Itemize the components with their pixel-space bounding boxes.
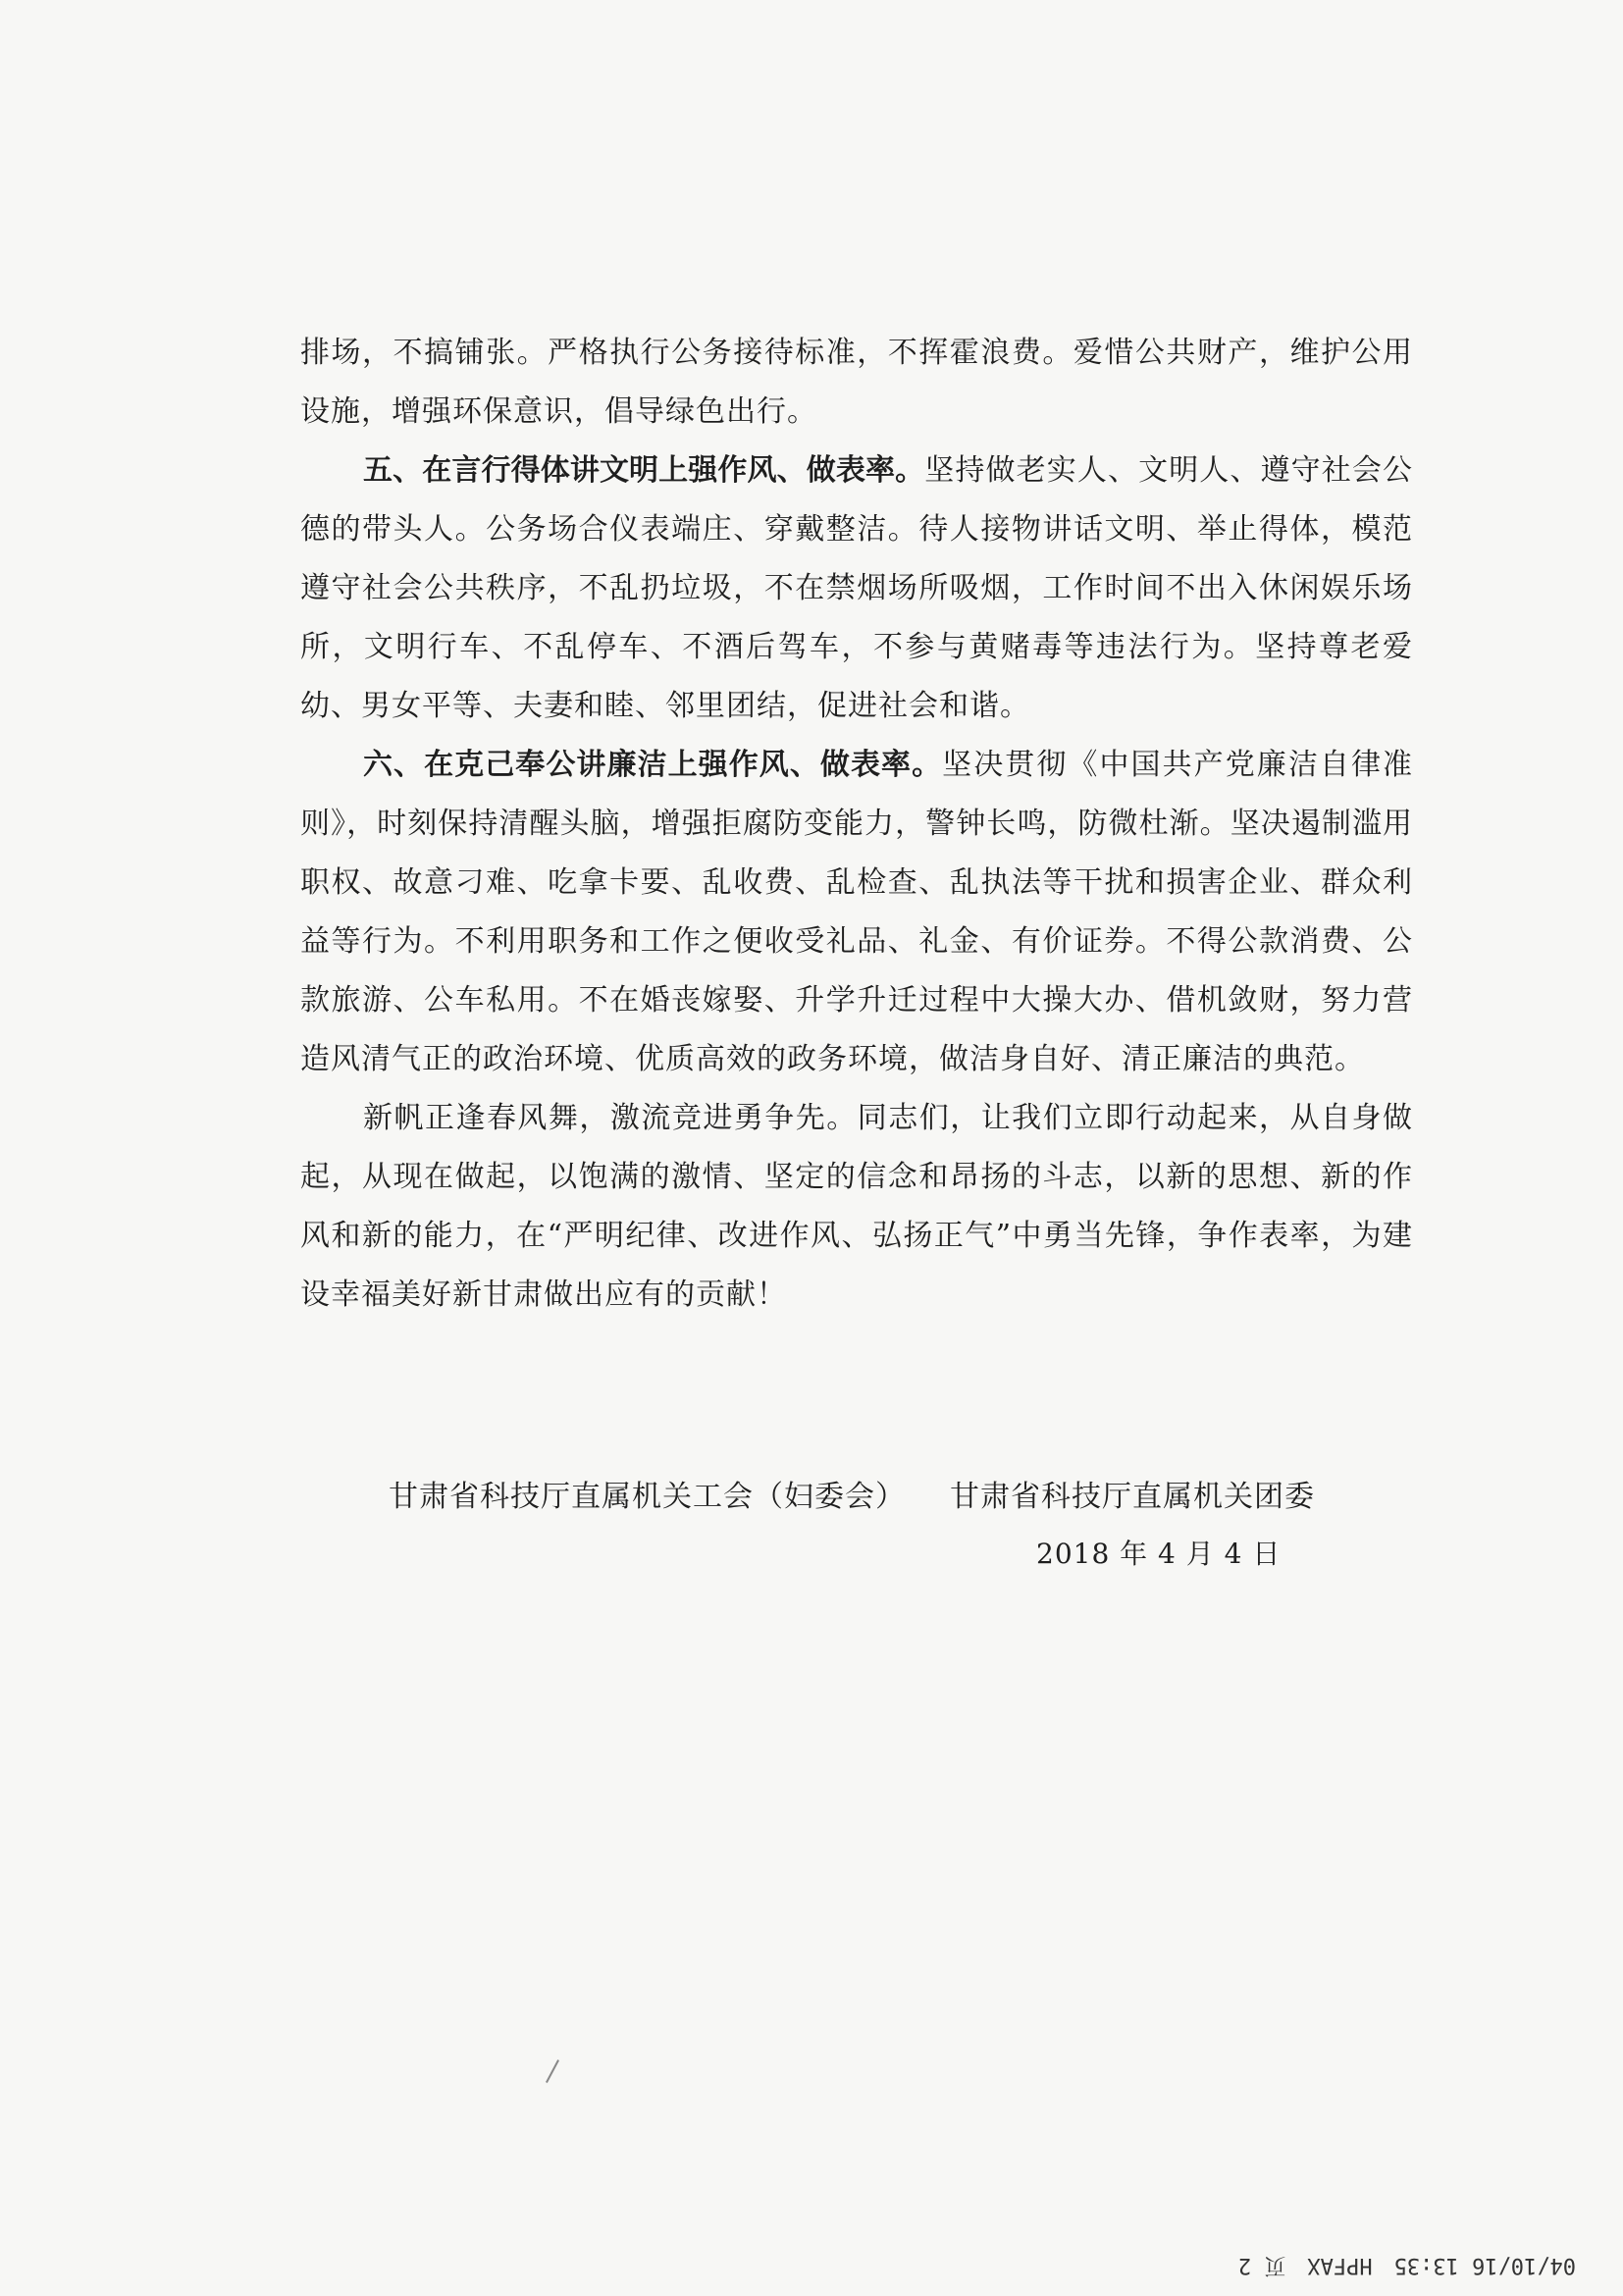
signature-date: 2018 年 4 月 4 日 [1036, 1538, 1282, 1570]
paragraph-closing [300, 1089, 1413, 1325]
paragraph-text: 新帆正逢春风舞，激流竞进勇争先。同志们，让我们立即行动起来，从自身做起，从现在做起，以饱满的激情、坚定的信念和昂扬的斗志，以新的思想、新的作风和新的能力，在“严明纪律、改进作风、弘扬正气”中勇当先锋，争作表率，为建设幸福美好新甘肃做出应有的贡献！ [300, 1101, 1413, 1312]
signature-org-youth-league: 甘肃省科技厅直属机关团委 [950, 1480, 1315, 1514]
fax-datetime: 04/10/16 13:35 [1393, 2253, 1576, 2277]
signature-org-union: 甘肃省科技厅直属机关工会（妇委会） [389, 1480, 906, 1514]
paragraph-continuation [300, 324, 1413, 442]
section-heading: 六、在克己奉公讲廉洁上强作风、做表率。 [363, 748, 943, 782]
fax-page-number: 页 2 [1237, 2253, 1286, 2277]
document-body [300, 324, 1413, 1325]
fax-sender: HPFAX [1307, 2253, 1373, 2277]
scan-speck [546, 2060, 559, 2083]
paragraph-section-five [300, 442, 1413, 736]
paragraph-text: 坚持做老实人、文明人、遵守社会公德的带头人。公务场合仪表端庄、穿戴整洁。待人接物讲话文明、举止得体，模范遵守社会公共秩序，不乱扔垃圾，不在禁烟场所吸烟，工作时间不出入休闲娱乐场所，文明行车、不乱停车、不酒后驾车，不参与黄赌毒等违法行为。坚持尊老爱幼、男女平等、夫妻和睦、邻里团结，促进社会和谐。 [300, 453, 1414, 723]
section-heading: 五、在言行得体讲文明上强作风、做表率。 [363, 453, 925, 488]
fax-stamp [1066, 2253, 1576, 2282]
paragraph-section-six [300, 736, 1413, 1089]
paragraph-text: 排场，不搞铺张。严格执行公务接待标准，不挥霍浪费。爱惜公共财产，维护公用设施，增强环保意识，倡导绿色出行。 [300, 336, 1413, 429]
paragraph-text: 坚决贯彻《中国共产党廉洁自律准则》，时刻保持清醒头脑，增强拒腐防变能力，警钟长鸣，防微杜渐。坚决遏制滥用职权、故意刁难、吃拿卡要、乱收费、乱检查、乱执法等干扰和损害企业、群众利益等行为。不利用职务和工作之便收受礼品、礼金、有价证券。不得公款消费、公款旅游、公车私用。不在婚丧嫁娶、升学升迁过程中大操大办、借机敛财，努力营造风清气正的政治环境、优质高效的政务环境，做洁身自好、清正廉洁的典范。 [300, 748, 1414, 1076]
